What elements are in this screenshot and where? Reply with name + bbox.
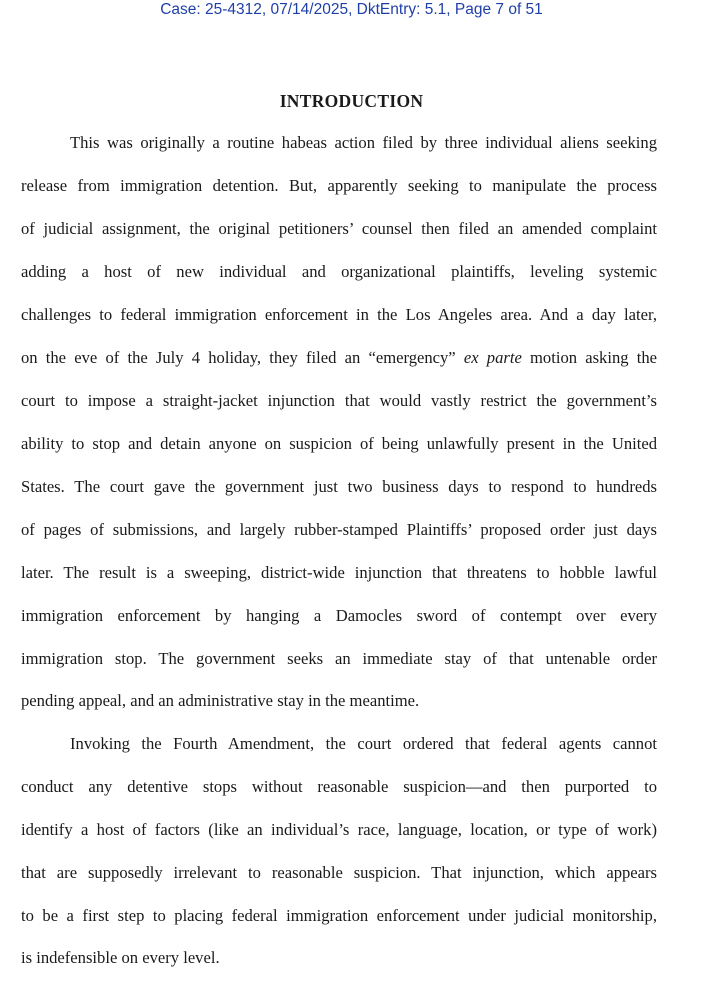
section-heading: INTRODUCTION [279, 91, 424, 111]
paragraph-line: immigration stop. The government seeks an immediate stay of that untenable order [21, 649, 657, 668]
paragraph-line: challenges to federal immigration enforcement in the Los Angeles area. And a day later, [21, 305, 657, 324]
paragraph-line: This was originally a routine habeas action filed by three individual aliens seeking [70, 133, 657, 152]
paragraph-line: is indefensible on every level. [21, 948, 220, 967]
paragraph-line: to be a first step to placing federal immigration enforcement under judicial monitorship, [21, 906, 657, 925]
paragraph-line: later. The result is a sweeping, district-wide injunction that threatens to hobble lawful [21, 563, 657, 582]
paragraph-line: immigration enforcement by hanging a Damocles sword of contempt over every [21, 606, 657, 625]
paragraph-line: court to impose a straight-jacket injunction that would vastly restrict the government’s [21, 391, 657, 410]
case-header: Case: 25-4312, 07/14/2025, DktEntry: 5.1, Page 7 of 51 [160, 1, 543, 18]
italic-term: ex parte [463, 348, 522, 367]
paragraph-line: identify a host of factors (like an individual’s race, language, location, or type of work) [21, 820, 657, 839]
paragraph-line: release from immigration detention. But, apparently seeking to manipulate the process [21, 176, 657, 195]
paragraph-line: ability to stop and detain anyone on suspicion of being unlawfully present in the United [21, 434, 657, 453]
paragraph-line: conduct any detentive stops without reasonable suspicion—and then purported to [21, 777, 657, 796]
paragraph-line: that are supposedly irrelevant to reasonable suspicion. That injunction, which appears [21, 863, 657, 882]
line-segment: motion asking the [530, 348, 657, 367]
paragraph-line: of judicial assignment, the original petitioners’ counsel then filed an amended complaint [21, 219, 657, 238]
paragraph-line: Invoking the Fourth Amendment, the court ordered that federal agents cannot [70, 734, 657, 753]
paragraph-line: adding a host of new individual and organizational plaintiffs, leveling systemic [21, 262, 657, 281]
paragraph-line: States. The court gave the government just two business days to respond to hundreds [21, 477, 657, 496]
paragraph-line: of pages of submissions, and largely rubber-stamped Plaintiffs’ proposed order just days [21, 520, 657, 539]
paragraph-line [21, 348, 657, 368]
paragraph-line: pending appeal, and an administrative stay in the meantime. [21, 691, 420, 710]
line-segment: on the eve of the July 4 holiday, they filed an “emergency” [21, 348, 456, 367]
